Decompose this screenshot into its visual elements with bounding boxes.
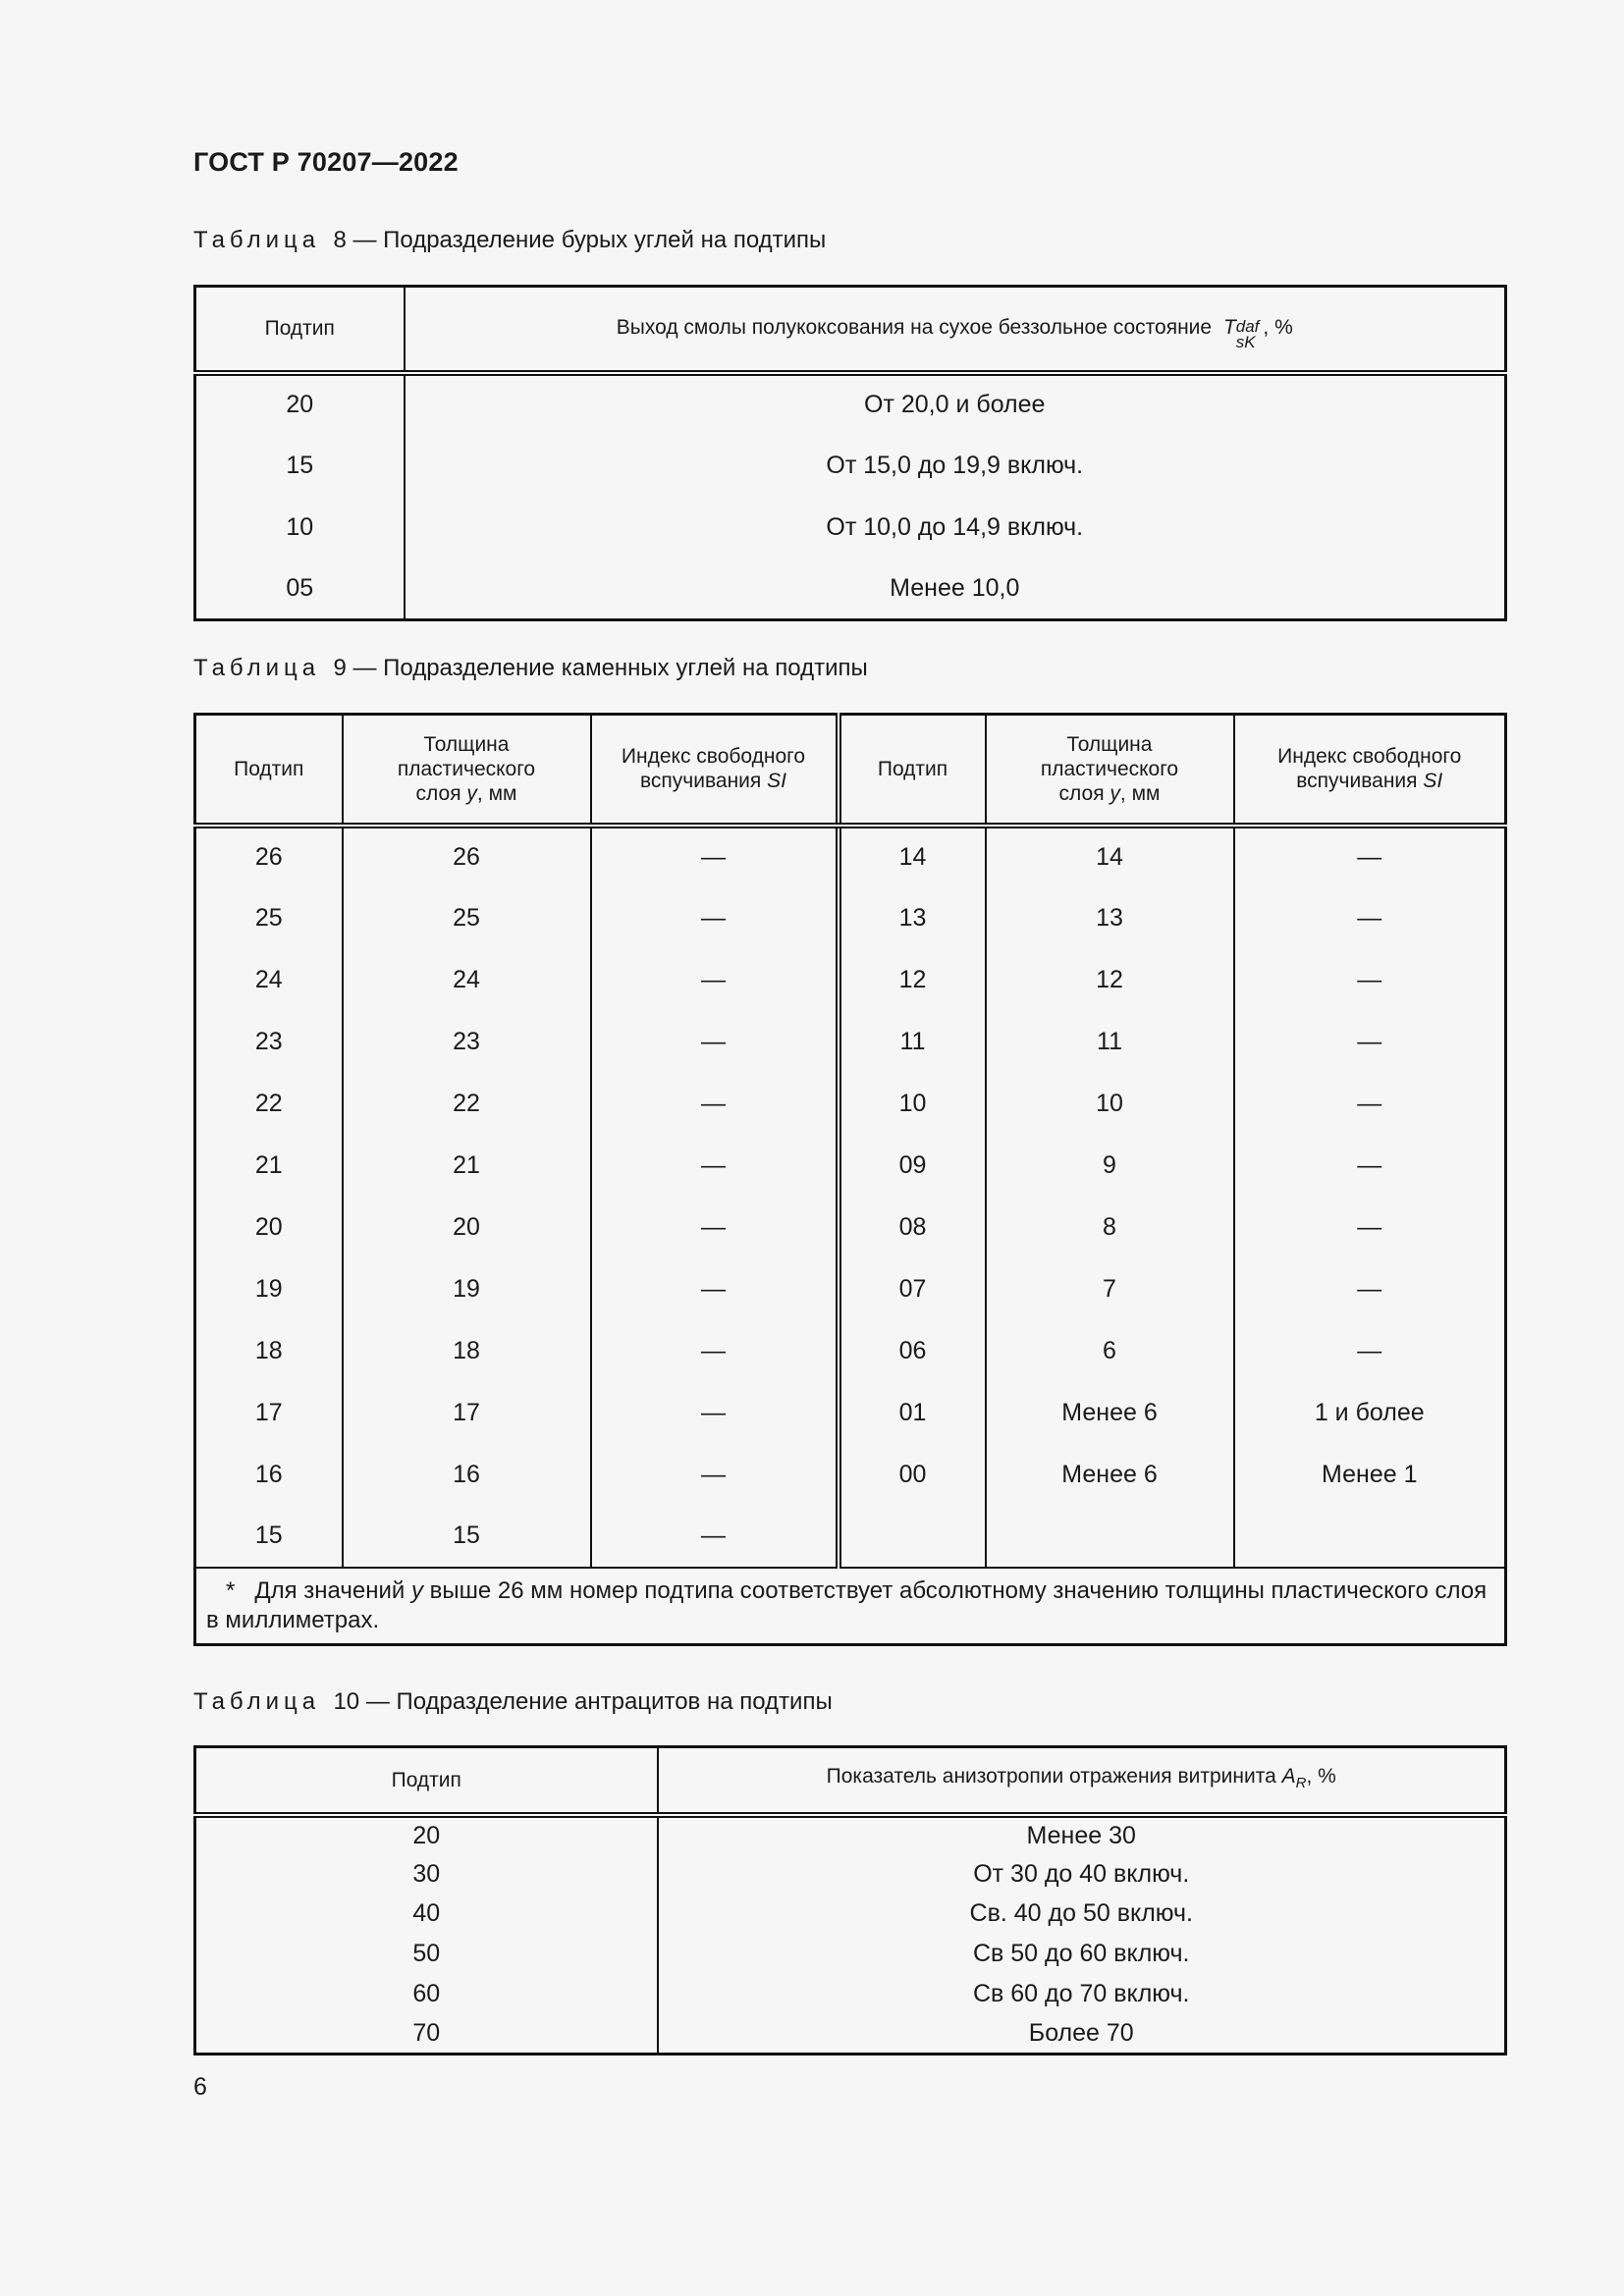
table-cell: 05 (195, 559, 405, 620)
table-cell: 11 (986, 1011, 1234, 1073)
table-cell: 70 (195, 2013, 658, 2054)
table9-header-subtype-left: Подтип (195, 715, 343, 826)
table10-body (195, 1815, 1506, 2055)
table-cell: От 20,0 и более (405, 373, 1506, 435)
table-cell: — (591, 1258, 839, 1320)
note-star: * (226, 1576, 236, 1604)
note-text-a: Для значений (254, 1576, 406, 1604)
table-row (195, 559, 1506, 620)
table-cell: От 10,0 до 14,9 включ. (405, 497, 1506, 559)
table-row (195, 1011, 1506, 1073)
table-cell: От 15,0 до 19,9 включ. (405, 435, 1506, 497)
table-cell: — (591, 949, 839, 1011)
table-cell: 21 (343, 1135, 591, 1197)
table-cell: 1 и более (1234, 1382, 1506, 1444)
table-cell: 20 (195, 1197, 343, 1258)
table-cell: Более 70 (658, 2013, 1506, 2054)
tar-yield-sub: sK (1235, 332, 1256, 351)
table-cell: 40 (195, 1895, 658, 1935)
table-cell: 16 (343, 1444, 591, 1506)
table-cell: — (1234, 1320, 1506, 1382)
table-cell: — (591, 1135, 839, 1197)
table-cell: Св 50 до 60 включ. (658, 1934, 1506, 1974)
table-cell: 23 (343, 1011, 591, 1073)
table-row (195, 949, 1506, 1011)
table-cell: — (1234, 1011, 1506, 1073)
index-line-1: Индекс свободного (1277, 745, 1462, 769)
thickness-line-3: слоя (415, 781, 461, 805)
table-cell: 30 (195, 1854, 658, 1895)
thickness-line-3: слоя (1058, 781, 1105, 805)
table9 (193, 713, 1507, 1646)
table9-body (195, 826, 1506, 1568)
table-cell: От 30 до 40 включ. (658, 1854, 1506, 1895)
table-row (195, 1815, 1506, 1855)
table-cell: 14 (839, 826, 986, 887)
thickness-symbol: y (466, 781, 477, 805)
table-cell: 22 (195, 1073, 343, 1135)
table9-header-index-right (1234, 715, 1506, 826)
table-row (195, 1073, 1506, 1135)
table-cell (1234, 1506, 1506, 1568)
table8-header-subtype: Подтип (195, 287, 405, 373)
index-line-2: вспучивания (1296, 770, 1418, 793)
table-cell (839, 1506, 986, 1568)
table9-header-index-left (591, 715, 839, 826)
table-cell: 24 (343, 949, 591, 1011)
table-cell: — (591, 1011, 839, 1073)
tar-yield-indices (1235, 316, 1260, 358)
table-row (195, 497, 1506, 559)
table-cell: — (1234, 887, 1506, 949)
tar-yield-symbol-letter: T (1222, 315, 1236, 339)
table8-header-tar-yield (405, 287, 1506, 373)
table-cell: 13 (986, 887, 1234, 949)
table8-header-unit: , % (1263, 315, 1293, 339)
table-cell: 16 (195, 1444, 343, 1506)
tar-yield-symbol (1223, 315, 1259, 358)
table8-caption (193, 227, 826, 254)
table-cell: 06 (839, 1320, 986, 1382)
table9-note (195, 1568, 1506, 1645)
table10-header-text: Показатель анизотропии отражения витринита (826, 1765, 1276, 1789)
table-cell: 26 (195, 826, 343, 887)
table-cell: 17 (343, 1382, 591, 1444)
table-cell: 15 (343, 1506, 591, 1568)
table-row (195, 1382, 1506, 1444)
table-cell: — (591, 1320, 839, 1382)
table9-caption-word: Таблица (193, 655, 321, 681)
table-cell: 12 (986, 949, 1234, 1011)
table-cell: 20 (195, 373, 405, 435)
table-cell: 13 (839, 887, 986, 949)
table-cell: Менее 1 (1234, 1444, 1506, 1506)
tar-yield-sup: daf (1235, 316, 1260, 336)
table-cell: 26 (343, 826, 591, 887)
table8-header-text: Выход смолы полукоксования на сухое беззольное состояние (616, 315, 1213, 339)
table-cell: — (1234, 1197, 1506, 1258)
table-row (195, 435, 1506, 497)
table8-body (195, 373, 1506, 620)
table-cell: 25 (343, 887, 591, 949)
table-cell: — (591, 1506, 839, 1568)
table-row (195, 1197, 1506, 1258)
table-row (195, 1974, 1506, 2014)
table-cell: 22 (343, 1073, 591, 1135)
table-cell: 01 (839, 1382, 986, 1444)
table10-caption-text: 10 — Подразделение антрацитов на подтипы (333, 1688, 833, 1715)
table-row (195, 1934, 1506, 1974)
table10-header-unit: , % (1306, 1765, 1336, 1789)
table-cell: — (591, 887, 839, 949)
table10-caption (193, 1688, 833, 1716)
table-cell: 14 (986, 826, 1234, 887)
table-cell: 07 (839, 1258, 986, 1320)
thickness-unit: , мм (1119, 781, 1161, 805)
thickness-line-2: пластического (397, 757, 536, 780)
table8 (193, 285, 1507, 621)
table9-header-thickness-right (986, 715, 1234, 826)
table-cell: — (1234, 1073, 1506, 1135)
table-cell: 7 (986, 1258, 1234, 1320)
table-cell: 08 (839, 1197, 986, 1258)
index-symbol: SI (1423, 770, 1443, 793)
table-row (195, 826, 1506, 887)
table-cell: 12 (839, 949, 986, 1011)
table-cell: 00 (839, 1444, 986, 1506)
table-cell: Менее 6 (986, 1382, 1234, 1444)
table-cell: 11 (839, 1011, 986, 1073)
table-cell: 60 (195, 1974, 658, 2014)
table-row (195, 1320, 1506, 1382)
table-cell (986, 1506, 1234, 1568)
table-cell: — (1234, 1135, 1506, 1197)
table-cell: 17 (195, 1382, 343, 1444)
table-cell: 20 (343, 1197, 591, 1258)
table-cell: — (1234, 949, 1506, 1011)
table10 (193, 1745, 1507, 2056)
page-number: 6 (193, 2073, 207, 2101)
table-cell: 18 (343, 1320, 591, 1382)
table-cell: 10 (195, 497, 405, 559)
table-row (195, 887, 1506, 949)
table10-header-subtype: Подтип (195, 1747, 658, 1815)
table9-header-thickness-left (343, 715, 591, 826)
table9-caption-text: 9 — Подразделение каменных углей на подтипы (333, 655, 868, 681)
table9-note-row (195, 1568, 1506, 1645)
table-row (195, 1506, 1506, 1568)
table-cell: 19 (195, 1258, 343, 1320)
index-line-1: Индекс свободного (621, 745, 806, 769)
table-cell: 25 (195, 887, 343, 949)
table-cell: — (591, 1444, 839, 1506)
table-cell: Менее 6 (986, 1444, 1234, 1506)
table-cell: 15 (195, 1506, 343, 1568)
table-cell: — (1234, 1258, 1506, 1320)
table-cell: — (591, 1073, 839, 1135)
thickness-symbol: y (1110, 781, 1120, 805)
table-row (195, 1135, 1506, 1197)
index-symbol: SI (767, 770, 786, 793)
table-cell: 19 (343, 1258, 591, 1320)
table-row (195, 1854, 1506, 1895)
table8-caption-text: 8 — Подразделение бурых углей на подтипы (333, 227, 827, 253)
table-cell: 8 (986, 1197, 1234, 1258)
table-cell: 50 (195, 1934, 658, 1974)
table-cell: 20 (195, 1815, 658, 1855)
thickness-line-2: пластического (1040, 757, 1179, 780)
table-cell: 18 (195, 1320, 343, 1382)
anisotropy-symbol: A (1281, 1765, 1296, 1789)
document-title: ГОСТ Р 70207—2022 (193, 147, 459, 177)
table-cell: — (1234, 826, 1506, 887)
table-row (195, 2013, 1506, 2054)
table-cell: — (591, 826, 839, 887)
thickness-line-1: Толщина (1066, 732, 1153, 756)
table-cell: 23 (195, 1011, 343, 1073)
table-cell: 15 (195, 435, 405, 497)
table-cell: 21 (195, 1135, 343, 1197)
table-cell: Св. 40 до 50 включ. (658, 1895, 1506, 1935)
table10-caption-word: Таблица (193, 1688, 321, 1715)
table9-header-subtype-right: Подтип (839, 715, 986, 826)
table-cell: Менее 10,0 (405, 559, 1506, 620)
thickness-line-1: Толщина (423, 732, 510, 756)
note-text-b: выше 26 мм номер подтипа соответствует абсолютному значению толщины пластического слоя в миллиметрах. (206, 1576, 1488, 1633)
thickness-unit: , мм (476, 781, 517, 805)
table-row (195, 1258, 1506, 1320)
table-cell: 6 (986, 1320, 1234, 1382)
table-cell: 24 (195, 949, 343, 1011)
table-cell: 10 (839, 1073, 986, 1135)
table-cell: Св 60 до 70 включ. (658, 1974, 1506, 2014)
table9-caption (193, 655, 868, 682)
table-row (195, 1895, 1506, 1935)
anisotropy-sub: R (1295, 1775, 1307, 1792)
table-cell: 09 (839, 1135, 986, 1197)
table-cell: 10 (986, 1073, 1234, 1135)
table-row (195, 373, 1506, 435)
table-cell: — (591, 1382, 839, 1444)
table-cell: — (591, 1197, 839, 1258)
note-symbol: y (410, 1576, 423, 1604)
table-cell: 9 (986, 1135, 1234, 1197)
index-line-2: вспучивания (640, 770, 762, 793)
table8-caption-word: Таблица (193, 227, 321, 253)
table-cell: Менее 30 (658, 1815, 1506, 1855)
table10-header-anisotropy (658, 1747, 1506, 1815)
table-row (195, 1444, 1506, 1506)
